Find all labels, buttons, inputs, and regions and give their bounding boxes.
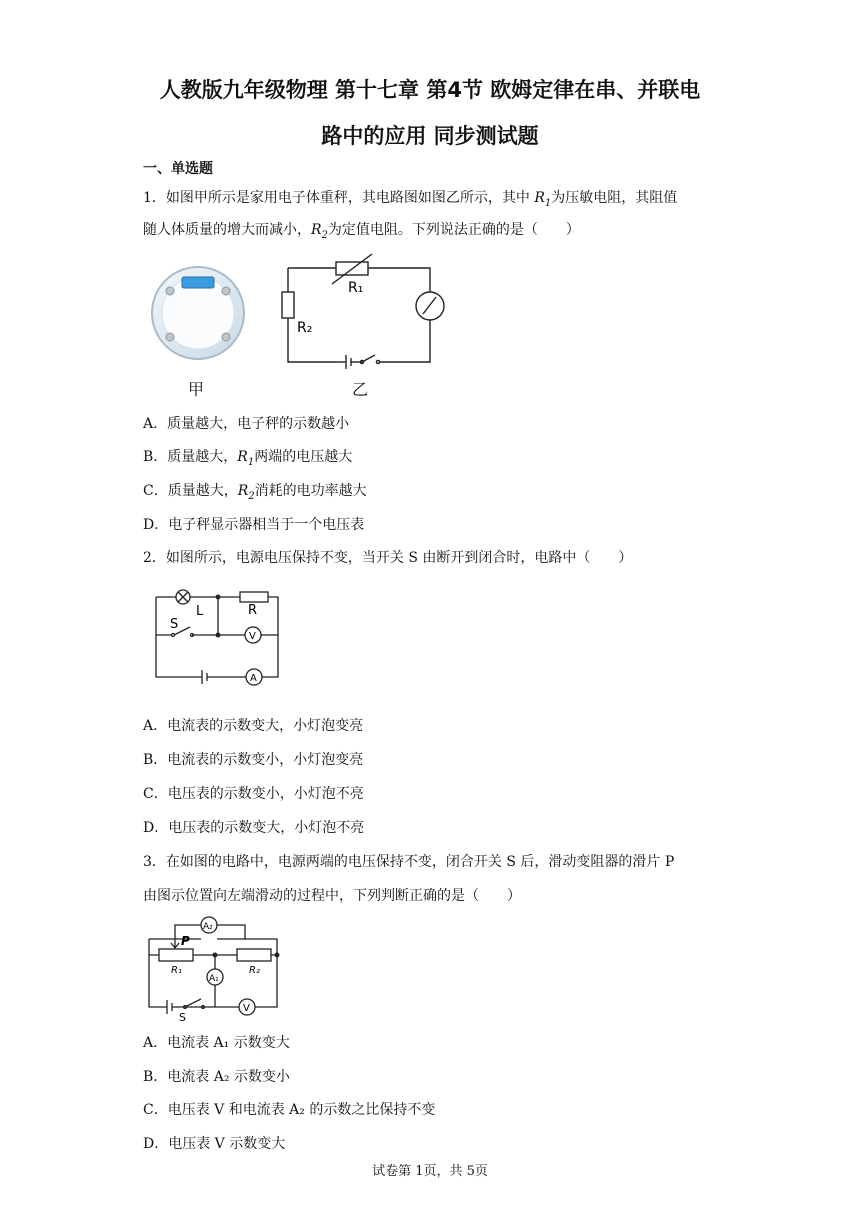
q3-label-s: S [179,1011,186,1024]
q3-label-r2: R₂ [249,965,260,976]
q2-label-r: R [248,603,258,618]
meter-icon [416,292,444,320]
resistor-r2 [237,949,271,961]
q2-circuit-diagram [150,585,285,690]
q2-option-a: A．电流表的示数变大，小灯泡变亮 [143,718,364,734]
resistor-r [240,592,268,602]
q1-stem-line-2: 随人体质量的增大而减小，$R_2$为定值电阻。下列说法正确的是（ ） [143,222,580,241]
q2-label-s: S [170,617,179,632]
q1-option-a: A．质量越大，电子秤的示数越小 [143,416,350,432]
q3-option-b: B．电流表 A₂ 示数变小 [143,1069,290,1085]
q3-label-a1: A₁ [209,974,219,984]
page-title-line-2: 路中的应用 同步测试题 [321,124,539,148]
q2-option-b: B．电流表的示数变小，小灯泡变亮 [143,752,364,768]
r2-resistor [282,292,294,318]
q2-option-d: D．电压表的示数变大，小灯泡不亮 [143,820,365,836]
q3-option-a: A．电流表 A₁ 示数变大 [143,1035,290,1051]
q3-option-c: C．电压表 V 和电流表 A₂ 的示数之比保持不变 [143,1102,436,1118]
section-heading: 一、单选题 [143,161,213,177]
q3-option-d: D．电压表 V 示数变大 [143,1136,286,1152]
q1-option-d: D．电子秤显示器相当于一个电压表 [143,517,365,533]
rheostat-r1 [159,949,193,961]
q3-label-r1: R₁ [171,965,182,976]
q1-fig-label-yi: 乙 [352,380,369,399]
q2-label-a: A [250,673,257,684]
page-footer: 试卷第 1页，共 5页 [372,1164,488,1179]
q3-stem-line-1: 3．在如图的电路中，电源两端的电压保持不变，闭合开关 S 后，滑动变阻器的滑片 P [143,854,675,870]
q2-stem: 2．如图所示，电源电压保持不变，当开关 S 由断开到闭合时，电路中（ ） [143,550,633,566]
q3-label-p: P [181,934,190,948]
q1-label-r2: R₂ [297,320,313,336]
q1-stem-line-1: 1．如图甲所示是家用电子体重秤，其电路图如图乙所示，其中 $R_1$为压敏电阻，其阻值 [143,190,678,209]
q3-stem-line-2: 由图示位置向左端滑动的过程中，下列判断正确的是（ ） [143,888,521,904]
page-title-line-1: 人教版九年级物理 第十七章 第4节 欧姆定律在串、并联电 [159,78,701,102]
q1-label-r1: R₁ [348,280,364,296]
q2-option-c: C．电压表的示数变小，小灯泡不亮 [143,786,364,802]
q1-option-b: B．质量越大，$R_1$两端的电压越大 [143,449,353,468]
q1-circuit-diagram [280,250,455,370]
q1-scale-figure [150,263,250,373]
q2-label-v: V [249,631,256,642]
q1-option-c: C．质量越大，$R_2$消耗的电功率越大 [143,483,367,502]
q3-label-a2: A₂ [203,922,213,932]
q2-label-l: L [196,604,204,619]
q3-circuit-diagram [145,913,285,1023]
q3-label-v: V [243,1003,250,1014]
q1-fig-label-jia: 甲 [188,380,205,399]
